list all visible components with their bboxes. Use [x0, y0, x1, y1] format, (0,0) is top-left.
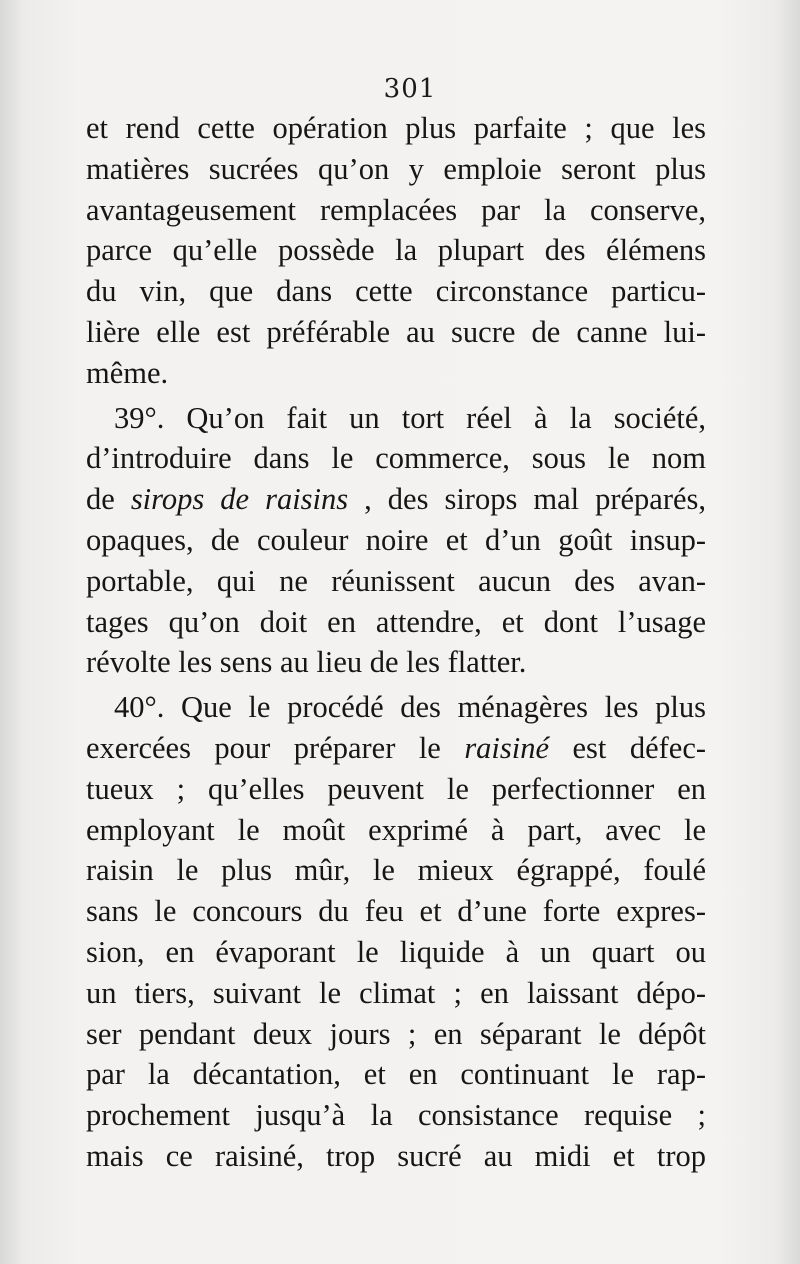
- text-line: portable, qui ne réunissent aucun des avan-: [86, 563, 706, 598]
- text-line: mais ce raisiné, trop sucré au midi et trop: [86, 1138, 706, 1173]
- text-line: du vin, que dans cette circonstance particu-: [86, 274, 706, 309]
- text-line: d’introduire dans le commerce, sous le nom: [86, 441, 706, 476]
- text-line: tueux ; qu’elles peuvent le perfectionner en: [86, 771, 706, 806]
- text-segment: de: [86, 482, 115, 517]
- text-line: par la décantation, et en continuant le rap-: [86, 1057, 706, 1092]
- italic-term-raisine: raisiné: [464, 730, 550, 765]
- text-line: et rend cette opération plus parfaite ; que les: [86, 111, 706, 145]
- body-text: [86, 108, 706, 1177]
- text-line: révolte les sens au lieu de les flatter.: [86, 645, 527, 680]
- text-line: sans le concours du feu et d’une forte expres-: [86, 894, 706, 929]
- text-segment: , des sirops mal préparés,: [364, 482, 707, 517]
- text-line: opaques, de couleur noire et d’un goût insup-: [86, 522, 706, 557]
- text-line: même.: [86, 355, 169, 390]
- text-line-with-italic: [86, 728, 706, 769]
- text-line: lière elle est préférable au sucre de canne lui-: [86, 314, 706, 349]
- text-segment: est défec-: [572, 730, 707, 765]
- text-line: prochement jusqu’à la consistance requise ;: [86, 1098, 706, 1133]
- text-line: raisin le plus mûr, le mieux égrappé, foulé: [86, 853, 706, 888]
- text-line: ser pendant deux jours ; en séparant le dépôt: [86, 1016, 706, 1051]
- text-line: matières sucrées qu’on y emploie seront plus: [86, 151, 706, 186]
- text-line: un tiers, suivant le climat ; en laissant dépo-: [86, 975, 706, 1010]
- text-line: employant le moût exprimé à part, avec le: [86, 812, 706, 847]
- paragraph-40-start: 40°. Que le procédé des ménagères les plus: [114, 690, 706, 725]
- page-number: 301: [383, 74, 437, 104]
- text-line: avantageusement remplacées par la conserve,: [86, 192, 706, 227]
- text-line: tages qu’on doit en attendre, et dont l’usage: [86, 604, 706, 639]
- text-line-with-italic: [86, 479, 706, 520]
- text-line: sion, en évaporant le liquide à un quart ou: [86, 934, 706, 969]
- text-line: parce qu’elle possède la plupart des élémens: [86, 233, 706, 268]
- paragraph-39-start: 39°. Qu’on fait un tort réel à la société,: [114, 400, 706, 435]
- text-segment: exercées pour préparer le: [86, 730, 441, 765]
- italic-term-sirops-de-raisins: sirops de raisins: [130, 482, 349, 517]
